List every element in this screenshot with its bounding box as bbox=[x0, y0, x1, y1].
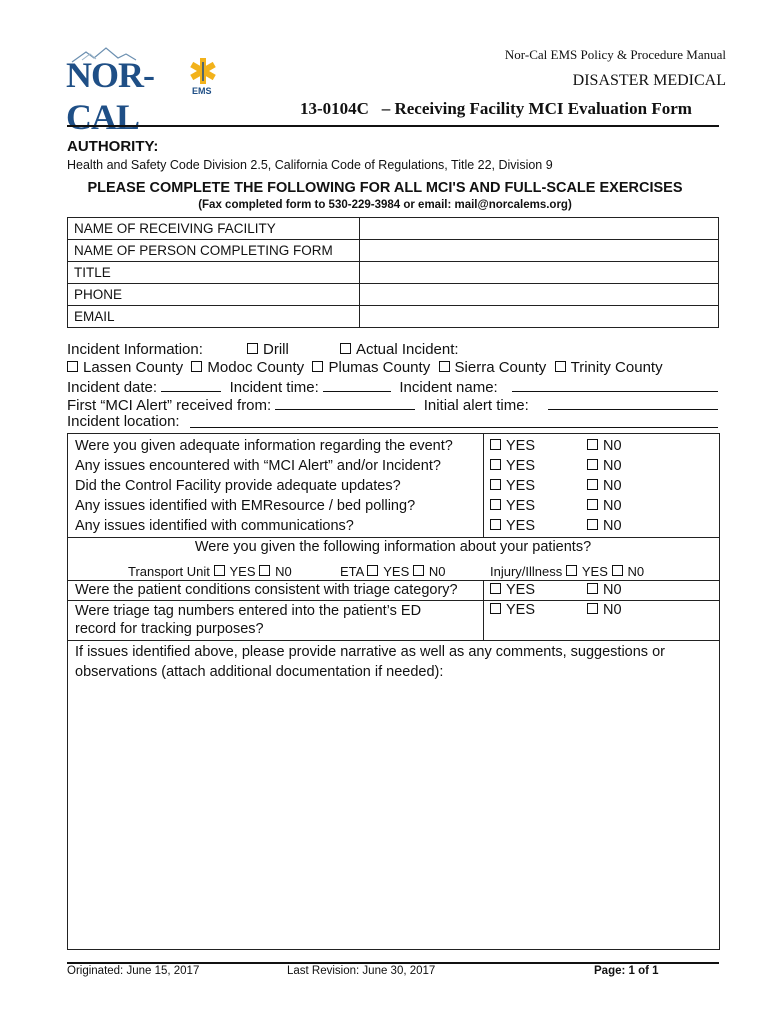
yes-checkbox[interactable] bbox=[214, 565, 225, 576]
yes-checkbox[interactable] bbox=[566, 565, 577, 576]
eta-no-option[interactable] bbox=[413, 564, 446, 579]
triage-divider-v bbox=[483, 580, 484, 640]
yes-label: YES bbox=[506, 498, 536, 514]
no-label: N0 bbox=[275, 564, 292, 579]
section-title: DISASTER MEDICAL bbox=[572, 72, 726, 89]
form-title: – Receiving Facility MCI Evaluation Form bbox=[381, 99, 692, 118]
patients-heading: Were you given the following information about your patients? bbox=[194, 539, 592, 555]
triage-divider-top bbox=[67, 580, 719, 581]
yes-checkbox[interactable] bbox=[490, 519, 501, 530]
county-option-lassen[interactable] bbox=[67, 359, 183, 376]
triage-divider-h bbox=[67, 600, 719, 601]
injury-yes-option[interactable] bbox=[566, 564, 608, 579]
yes-option[interactable] bbox=[490, 458, 535, 474]
incident-date-row bbox=[67, 377, 498, 396]
triage-tag-question bbox=[75, 602, 421, 638]
yes-label: YES bbox=[506, 438, 536, 454]
header-rule bbox=[67, 125, 719, 127]
triage-consistent-question: Were the patient conditions consistent with triage category? bbox=[75, 582, 458, 598]
injury-label: Injury/Illness bbox=[490, 564, 563, 579]
info-label: TITLE bbox=[68, 262, 360, 284]
incident-location-label: Incident location: bbox=[67, 413, 180, 430]
table-row bbox=[68, 262, 719, 284]
county-label: Sierra County bbox=[454, 359, 547, 376]
no-label: N0 bbox=[603, 438, 622, 454]
no-option[interactable] bbox=[587, 518, 622, 534]
eta-label: ETA bbox=[340, 564, 364, 579]
facility-input[interactable] bbox=[360, 218, 719, 240]
drill-label: Drill bbox=[263, 341, 289, 358]
yes-option[interactable] bbox=[490, 478, 535, 494]
yes-label: YES bbox=[229, 564, 256, 579]
county-label: Modoc County bbox=[207, 359, 305, 376]
no-option[interactable] bbox=[587, 458, 622, 474]
county-option-plumas[interactable] bbox=[312, 359, 430, 376]
narrative-line-2: observations (attach additional documentation if needed): bbox=[75, 664, 444, 680]
info-label: NAME OF RECEIVING FACILITY bbox=[68, 218, 360, 240]
question-1: Were you given adequate information regarding the event? bbox=[75, 438, 453, 454]
narrative-prompt bbox=[75, 642, 665, 682]
phone-input[interactable] bbox=[360, 284, 719, 306]
yes-option[interactable] bbox=[490, 602, 535, 618]
form-heading bbox=[300, 99, 692, 119]
yes-option[interactable] bbox=[490, 438, 535, 454]
injury-no-option[interactable] bbox=[612, 564, 645, 579]
yes-checkbox[interactable] bbox=[490, 499, 501, 510]
info-label: EMAIL bbox=[68, 306, 360, 328]
injury-row bbox=[490, 564, 644, 579]
eta-row bbox=[340, 564, 446, 579]
no-label: N0 bbox=[627, 564, 645, 579]
authority-heading: AUTHORITY: bbox=[67, 138, 159, 155]
table-row bbox=[68, 240, 719, 262]
county-option-modoc[interactable] bbox=[191, 359, 304, 376]
no-option[interactable] bbox=[587, 582, 622, 598]
yes-label: YES bbox=[506, 602, 536, 618]
yes-label: YES bbox=[383, 564, 410, 579]
county-checkbox[interactable] bbox=[312, 361, 323, 372]
transport-label: Transport Unit bbox=[128, 564, 210, 579]
no-checkbox[interactable] bbox=[612, 565, 623, 576]
county-checkbox[interactable] bbox=[555, 361, 566, 372]
alert-time-label: Initial alert time: bbox=[423, 397, 529, 414]
alert-time-field[interactable] bbox=[548, 409, 718, 410]
eta-yes-option[interactable] bbox=[367, 564, 409, 579]
table-row bbox=[68, 284, 719, 306]
alert-from-label: First “MCI Alert” received from: bbox=[67, 397, 272, 414]
footer-page: Page: 1 of 1 bbox=[594, 965, 659, 977]
triage-tag-line-1: Were triage tag numbers entered into the patient’s ED bbox=[75, 603, 422, 619]
no-checkbox[interactable] bbox=[259, 565, 270, 576]
yes-label: YES bbox=[506, 478, 536, 494]
info-table bbox=[67, 217, 719, 328]
no-label: N0 bbox=[428, 564, 446, 579]
yes-label: YES bbox=[506, 518, 536, 534]
county-label: Plumas County bbox=[328, 359, 431, 376]
no-option[interactable] bbox=[587, 478, 622, 494]
yes-checkbox[interactable] bbox=[490, 583, 501, 594]
county-checkbox[interactable] bbox=[439, 361, 450, 372]
actual-checkbox[interactable] bbox=[340, 343, 351, 354]
no-label: N0 bbox=[603, 478, 622, 494]
no-option[interactable] bbox=[587, 602, 622, 618]
questions-divider-v bbox=[483, 433, 484, 537]
logo-sub: EMS bbox=[192, 86, 212, 96]
no-label: N0 bbox=[603, 498, 622, 514]
county-option-trinity[interactable] bbox=[555, 359, 663, 376]
yes-checkbox[interactable] bbox=[490, 479, 501, 490]
patient-info-row bbox=[128, 564, 292, 579]
instructions-heading: PLEASE COMPLETE THE FOLLOWING FOR ALL MCI'S AND FULL-SCALE EXERCISES bbox=[87, 180, 683, 196]
authority-text: Health and Safety Code Division 2.5, California Code of Regulations, Title 22, Division 9 bbox=[67, 158, 553, 172]
county-option-sierra[interactable] bbox=[439, 359, 547, 376]
yes-checkbox[interactable] bbox=[490, 459, 501, 470]
county-label: Lassen County bbox=[83, 359, 184, 376]
no-label: N0 bbox=[603, 518, 622, 534]
footer-originated: Originated: June 15, 2017 bbox=[67, 965, 200, 977]
yes-option[interactable] bbox=[490, 498, 535, 514]
form-number: 13-0104C bbox=[300, 99, 369, 118]
no-checkbox[interactable] bbox=[587, 499, 598, 510]
yes-option[interactable] bbox=[490, 582, 535, 598]
question-2: Any issues encountered with “MCI Alert” and/or Incident? bbox=[75, 458, 441, 474]
county-row bbox=[67, 359, 663, 376]
no-checkbox[interactable] bbox=[587, 583, 598, 594]
transport-yes-option[interactable] bbox=[214, 564, 256, 579]
logo bbox=[64, 40, 224, 137]
incident-date-label: Incident date: bbox=[67, 379, 158, 396]
incident-time-field[interactable] bbox=[323, 377, 391, 392]
yes-checkbox[interactable] bbox=[367, 565, 378, 576]
question-5: Any issues identified with communications? bbox=[75, 518, 354, 534]
incident-info-label: Incident Information: bbox=[67, 341, 203, 358]
no-checkbox[interactable] bbox=[587, 479, 598, 490]
yes-checkbox[interactable] bbox=[490, 603, 501, 614]
manual-title: Nor-Cal EMS Policy & Procedure Manual bbox=[504, 47, 726, 62]
incident-time-label: Incident time: bbox=[229, 379, 319, 396]
triage-divider-bottom bbox=[67, 640, 719, 641]
no-option[interactable] bbox=[587, 498, 622, 514]
incident-info-row bbox=[67, 341, 203, 358]
actual-label: Actual Incident: bbox=[356, 341, 459, 358]
transport-no-option[interactable] bbox=[259, 564, 292, 579]
county-label: Trinity County bbox=[570, 359, 663, 376]
footer-rule bbox=[67, 962, 719, 964]
narrative-line-1: If issues identified above, please provide narrative as well as any comments, suggestions or bbox=[75, 644, 665, 660]
logo-text: NOR-CAL bbox=[66, 55, 154, 137]
incident-name-field[interactable] bbox=[512, 391, 718, 392]
no-label: N0 bbox=[603, 582, 622, 598]
incident-date-field[interactable] bbox=[161, 377, 221, 392]
question-4: Any issues identified with EMResource / bed polling? bbox=[75, 498, 416, 514]
actual-option[interactable] bbox=[340, 341, 459, 358]
no-checkbox[interactable] bbox=[587, 459, 598, 470]
no-checkbox[interactable] bbox=[587, 519, 598, 530]
table-row bbox=[68, 218, 719, 240]
incident-name-label: Incident name: bbox=[399, 379, 498, 396]
no-label: N0 bbox=[603, 458, 622, 474]
narrative-textarea[interactable] bbox=[68, 684, 717, 946]
triage-tag-line-2: record for tracking purposes? bbox=[75, 621, 264, 637]
info-label: NAME OF PERSON COMPLETING FORM bbox=[68, 240, 360, 262]
table-row bbox=[68, 306, 719, 328]
yes-option[interactable] bbox=[490, 518, 535, 534]
star-of-life-icon bbox=[188, 56, 218, 86]
info-label: PHONE bbox=[68, 284, 360, 306]
footer-revision: Last Revision: June 30, 2017 bbox=[287, 965, 436, 977]
no-option[interactable] bbox=[587, 438, 622, 454]
drill-checkbox[interactable] bbox=[247, 343, 258, 354]
no-checkbox[interactable] bbox=[413, 565, 424, 576]
yes-label: YES bbox=[506, 458, 536, 474]
person-input[interactable] bbox=[360, 240, 719, 262]
fax-instructions: (Fax completed form to 530-229-3984 or email: mail@norcalems.org) bbox=[198, 199, 572, 211]
yes-label: YES bbox=[506, 582, 536, 598]
email-input[interactable] bbox=[360, 306, 719, 328]
yes-checkbox[interactable] bbox=[490, 439, 501, 450]
incident-location-field[interactable] bbox=[190, 427, 718, 428]
question-3: Did the Control Facility provide adequate updates? bbox=[75, 478, 401, 494]
drill-option[interactable] bbox=[247, 341, 289, 358]
yes-label: YES bbox=[581, 564, 608, 579]
no-label: N0 bbox=[603, 602, 622, 618]
alert-row bbox=[67, 395, 529, 414]
no-checkbox[interactable] bbox=[587, 603, 598, 614]
alert-from-field[interactable] bbox=[275, 395, 415, 410]
title-input[interactable] bbox=[360, 262, 719, 284]
county-checkbox[interactable] bbox=[191, 361, 202, 372]
no-checkbox[interactable] bbox=[587, 439, 598, 450]
county-checkbox[interactable] bbox=[67, 361, 78, 372]
questions-divider-h bbox=[67, 537, 719, 538]
